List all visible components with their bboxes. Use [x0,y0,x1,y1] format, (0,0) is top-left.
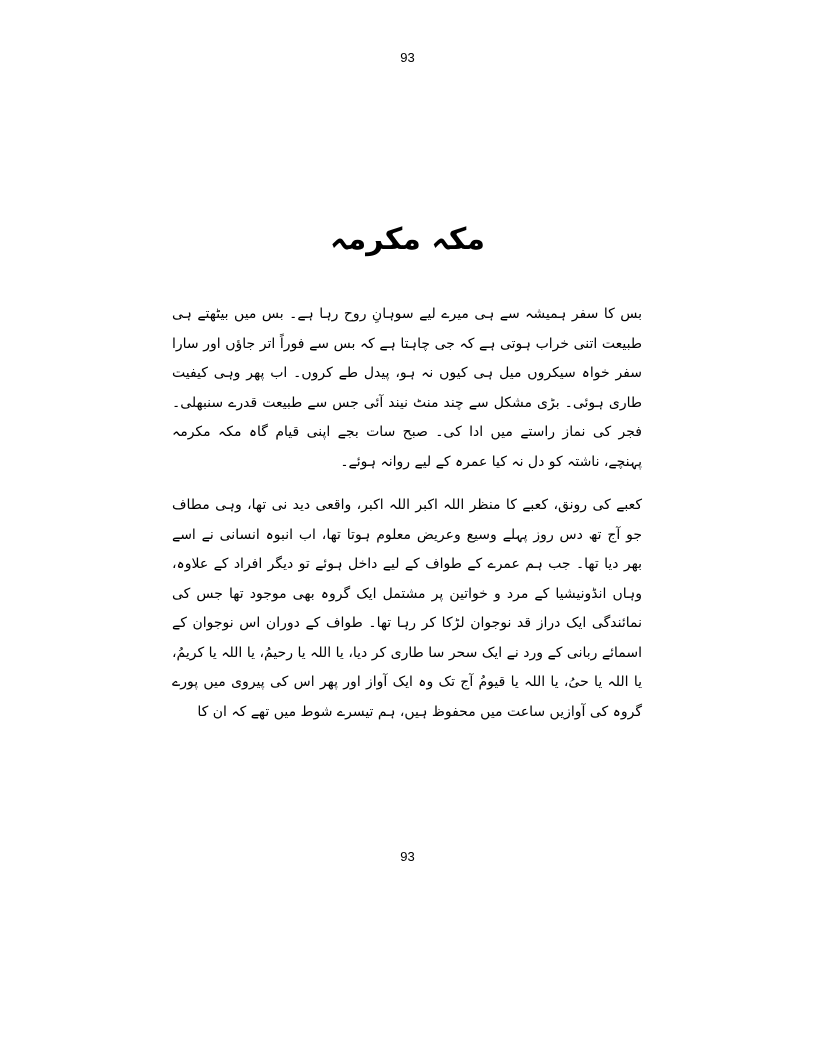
page-number-bottom: 93 [400,849,415,864]
body-text [172,300,642,727]
page-number-top: 93 [400,50,415,65]
paragraph-2: کعبے کی رونق، کعبے کا منظر اللہ اکبر اللہ اکبر، واقعی دید نی تھا، وہی مطاف جو آج تھ دس روز پہلے وسیع وعریض معلوم ہوتا تھا، اب انبوہ انسانی نے اسے بھر دیا تھا۔ جب ہم عمرے کے طواف کے لیے داخل ہوئے تو دیگر افراد کے علاوہ، وہاں انڈونیشیا کے مرد و خواتین پر مشتمل ایک گروہ بھی موجود تھا جس کی نمائندگی ایک دراز قد نوجوان لڑکا کر رہا تھا۔ طواف کے دوران اس نوجوان کے اسمائے ربانی کے ورد نے ایک سحر سا طاری کر دیا، یا اللہ یا رحیمُ، یا اللہ یا کریمُ، یا اللہ یا حیُ، یا اللہ یا قیومُ آج تک وہ ایک آواز اور پھر اس کی پیروی میں پورے گروہ کی آوازیں ساعت میں محفوظ ہیں، ہم تیسرے شوط میں تھے کہ ان کا [172,497,642,720]
chapter-title: مکہ مکرمہ [330,222,485,257]
paragraph-1: بس کا سفر ہمیشہ سے ہی میرے لیے سوہانِ روح رہا ہے۔ بس میں بیٹھتے ہی طبیعت اتنی خراب ہوتی ہے کہ جی چاہتا ہے کہ بس سے فوراً اتر جاؤں اور سارا سفر خواہ سیکروں میل ہی کیوں نہ ہو، پیدل طے کروں۔ اب پھر وہی کیفیت طاری ہوئی۔ بڑی مشکل سے چند منٹ نیند آئی جس سے طبیعت قدرے سنبھلی۔ فجر کی نماز راستے میں ادا کی۔ صبح سات بجے اپنی قیام گاہ مکہ مکرمہ پہنچے، ناشتہ کو دل نہ کیا عمرہ کے لیے روانہ ہوئے۔ [172,306,642,470]
